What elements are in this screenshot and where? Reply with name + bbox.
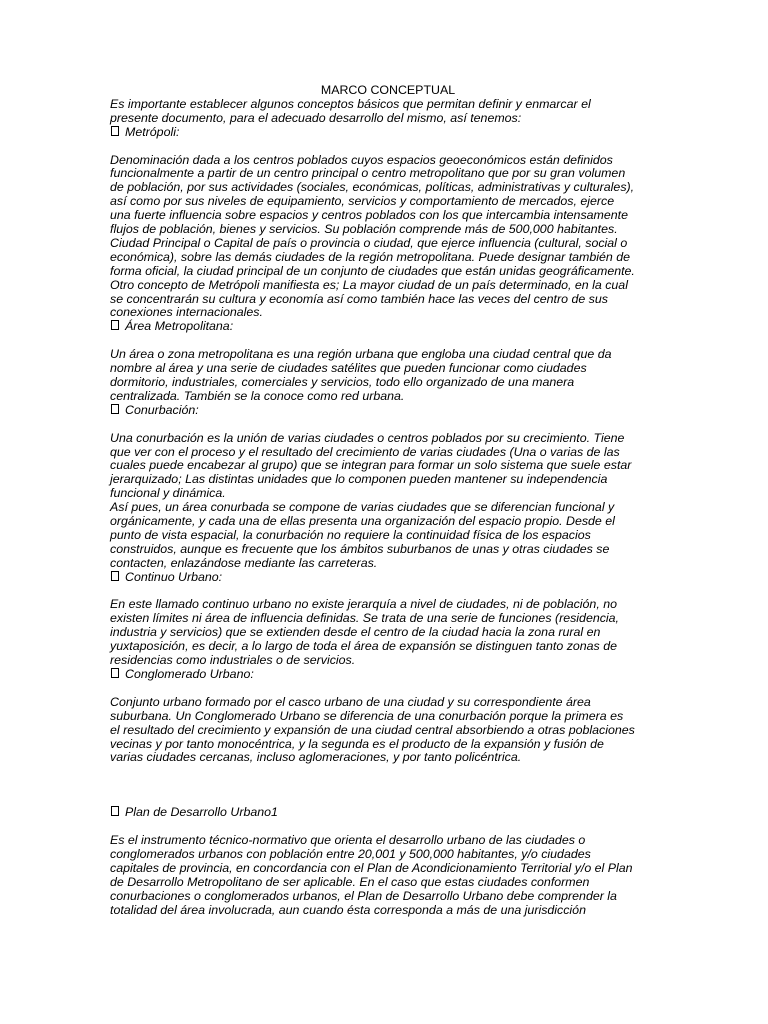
text-line: vecinas y por tanto monocéntrica, y la segunda es el producto de la expansión y fusión de (110, 736, 604, 751)
text-line: de Desarrollo Metropolitano de ser aplicable. En el caso que estas ciudades conformen (110, 874, 590, 889)
document-title: MARCO CONCEPTUAL (320, 83, 456, 97)
text-line: Un área o zona metropolitana es una región urbana que engloba una ciudad central que da (110, 347, 612, 362)
text-line: una fuerte influencia sobre espacios y centros poblados con los que intercambia intensamente (110, 208, 628, 223)
section-body-continuo-urbano (110, 598, 658, 668)
text-line: yuxtaposición, es decir, a lo largo de toda el área de expansión se distinguen tanto zonas de (110, 639, 617, 654)
text-line: funcionalmente a partir de un centro principal o centro metropolitano que por su gran volumen (110, 166, 626, 181)
bullet-box-icon (111, 668, 119, 678)
text-line: orgánicamente, y cada una de ellas presenta una organización del espacio propio. Desde el (110, 514, 615, 529)
bullet-box-icon (111, 320, 119, 330)
text-line: conurbaciones o conglomerados urbanos, el Plan de Desarrollo Urbano debe comprender la (110, 888, 617, 903)
text-line: el resultado del crecimiento y expansión de una ciudad central absorbiendo a otras poblaciones (110, 722, 635, 737)
section-heading-metropoli (110, 126, 658, 140)
bullet-box-icon (111, 806, 119, 816)
intro-paragraph (110, 98, 658, 126)
section-body-metropoli (110, 154, 658, 321)
text-line: En este llamado continuo urbano no existe jerarquía a nivel de ciudades, ni de población, no (110, 597, 617, 612)
section-heading-label: Conglomerado Urbano: (125, 667, 254, 681)
text-line: jerarquizado; Las distintas unidades que lo componen pueden mantener su independencia (110, 472, 608, 487)
text-line: capitales de provincia, en concordancia con el Plan de Acondicionamiento Territorial y/o el Plan (110, 860, 633, 875)
text-line: existen límites ni área de influencia definidas. Se trata de una serie de funciones (residencia, (110, 611, 620, 626)
section-heading-conglomerado-urbano (110, 668, 658, 682)
text-line: Es importante establecer algunos conceptos básicos que permitan definir y enmarcar el (110, 96, 591, 111)
text-line: Denominación dada a los centros poblados cuyos espacios geoeconómicos están definidos (110, 152, 613, 167)
section-heading-plan-desarrollo-urbano (110, 806, 658, 820)
section-heading-label: Área Metropolitana: (125, 319, 234, 334)
section-body-area-metropolitana (110, 348, 658, 404)
text-line: que ver con el proceso y el resultado del crecimiento de varias ciudades (Una o varias de las (110, 444, 620, 459)
text-line: económica), sobre las demás ciudades de la región metropolitana. Puede designar también de (110, 249, 631, 264)
section-heading-conurbacion (110, 404, 658, 418)
text-line: construidos, aunque es frecuente que los ámbitos suburbanos de unas y otras ciudades se (110, 541, 610, 556)
text-line: Ciudad Principal o Capital de país o provincia o ciudad, que ejerce influencia (cultural, social o (110, 235, 628, 250)
section-heading-label: Metrópoli: (125, 124, 180, 139)
section-heading-area-metropolitana (110, 320, 658, 334)
text-line: conglomerados urbanos con población entre 20,001 y 500,000 habitantes, y/o ciudades (110, 847, 591, 862)
text-line: Conjunto urbano formado por el casco urbano de una ciudad y su correspondiente área (110, 694, 591, 709)
text-line: totalidad del área involucrada, aun cuando ésta corresponda a más de una jurisdicción (110, 902, 586, 917)
text-line: residencias como industriales o de servicios. (110, 653, 356, 668)
text-line: contacten, enlazándose mediante las carreteras. (110, 555, 378, 570)
text-line: forma oficial, la ciudad principal de un conjunto de ciudades que están unidas geográficamente. (110, 263, 635, 278)
text-line: de población, por sus actividades (sociales, económicas, políticas, administrativas y culturales), (110, 180, 635, 195)
section-body-conurbacion (110, 432, 658, 571)
text-line: dormitorio, industriales, comerciales y servicios, todo ello organizado de una manera (110, 375, 575, 389)
text-line: se concentrarán su cultura y economía así como también hace las veces del centro de sus (110, 291, 608, 306)
text-line: funcional y dinámica. (110, 486, 226, 501)
section-heading-label: Continuo Urbano: (125, 569, 223, 584)
bullet-box-icon (111, 571, 119, 581)
text-line: Otro concepto de Metrópoli manifiesta es; La mayor ciudad de un país determinado, en la cual (110, 277, 628, 292)
text-line: industria y servicios) que se extienden desde el centro de la ciudad hacia la zona rural en (110, 625, 601, 640)
text-line: varias ciudades cercanas, incluso aglomeraciones, y por tanto policéntrica. (110, 750, 522, 765)
text-line: presente documento, para el adecuado desarrollo del mismo, así tenemos: (110, 110, 522, 125)
text-line: Así pues, un área conurbada se compone de varias ciudades que se diferencian funcional y (110, 500, 615, 515)
text-line: conexiones internacionales. (110, 305, 263, 320)
text-line: Es el instrumento técnico-normativo que orienta el desarrollo urbano de las ciudades o (110, 833, 586, 848)
text-line: nombre al área y una serie de ciudades satélites que pueden funcionar como ciudades (110, 361, 587, 376)
section-heading-continuo-urbano (110, 571, 658, 585)
text-line: cuales puede encabezar al grupo) que se integran para formar un solo sistema que suele estar (110, 458, 632, 473)
text-line: punto de vista espacial, la conurbación no requiere la continuidad física de los espacios (110, 527, 591, 542)
section-body-conglomerado-urbano (110, 696, 658, 766)
text-line: centralizada. También se la conoce como red urbana. (110, 388, 405, 403)
section-heading-label: Plan de Desarrollo Urbano1 (125, 805, 278, 820)
section-body-plan-desarrollo-urbano (110, 834, 658, 917)
section-heading-label: Conurbación: (125, 402, 199, 417)
text-line: así como por sus niveles de equipamiento, servicios y comportamiento de mercados, ejerce (110, 194, 615, 209)
text-line: suburbana. Un Conglomerado Urbano se diferencia de una conurbación porque la primera es (110, 708, 624, 723)
text-line: Una conurbación es la unión de varias ciudades o centros poblados por su crecimiento. Tiene (110, 430, 625, 445)
document-content (110, 84, 658, 918)
bullet-box-icon (111, 126, 119, 136)
bullet-box-icon (111, 404, 119, 414)
text-line: flujos de población, bienes y servicios. Su población comprende más de 500,000 habitantes. (110, 222, 618, 237)
